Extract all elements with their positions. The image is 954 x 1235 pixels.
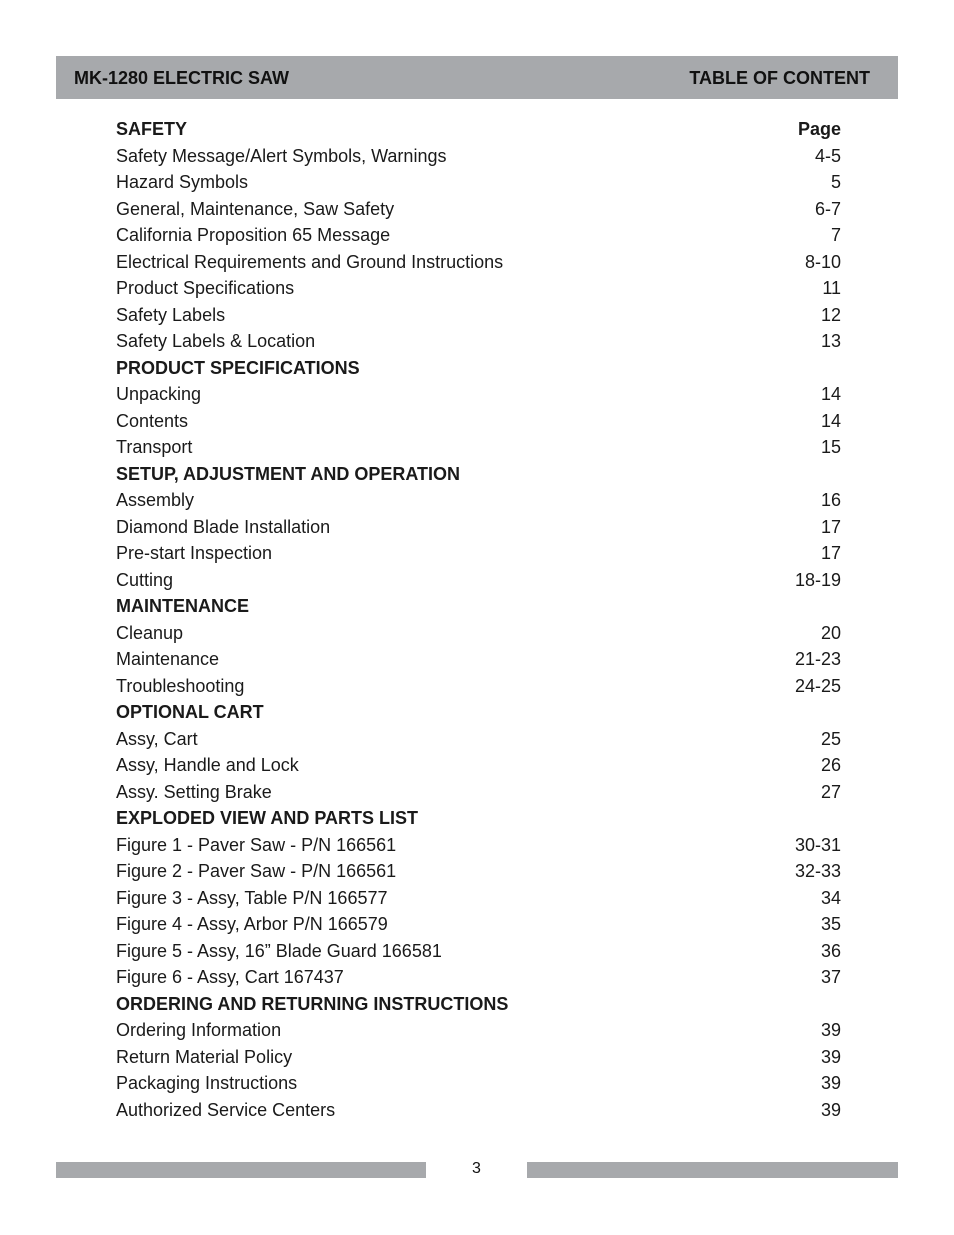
entry-title: Cleanup — [116, 622, 184, 643]
footer-bar-right — [527, 1162, 898, 1178]
toc-section-heading — [116, 461, 841, 488]
entry-page: 17 — [820, 516, 841, 537]
entry-page: 13 — [820, 331, 841, 351]
toc-entry — [116, 487, 841, 514]
toc-entry — [116, 249, 841, 276]
toc-entry — [116, 1097, 841, 1124]
section-title: TABLE OF CONTENT — [689, 68, 870, 88]
entry-title: Safety Message/Alert Symbols, Warnings — [116, 145, 447, 166]
entry-title: Electrical Requirements and Ground Instructions — [116, 251, 504, 272]
table-of-contents — [116, 116, 841, 1123]
entry-page: 27 — [820, 781, 841, 802]
toc-entry — [116, 1070, 841, 1097]
toc-entry — [116, 302, 841, 329]
entry-title: Assy, Handle and Lock — [116, 755, 299, 775]
entry-page: 39 — [820, 1099, 841, 1120]
entry-title: Troubleshooting — [116, 675, 245, 696]
entry-title: Contents — [116, 410, 189, 431]
toc-entry — [116, 434, 841, 461]
entry-title: Pre-start Inspection — [116, 543, 273, 563]
entry-page: 8-10 — [804, 251, 841, 272]
toc-entry — [116, 911, 841, 938]
toc-entry — [116, 726, 841, 753]
entry-page: 37 — [820, 967, 841, 987]
toc-entry — [116, 620, 841, 647]
entry-title: Assy. Setting Brake — [116, 781, 272, 802]
toc-entry — [116, 673, 841, 700]
toc-entry — [116, 779, 841, 806]
entry-title: Figure 4 - Assy, Arbor P/N 166579 — [116, 914, 388, 934]
entry-page: 39 — [820, 1073, 841, 1093]
toc-section-heading — [116, 593, 841, 620]
toc-entry — [116, 646, 841, 673]
entry-page: 5 — [830, 172, 841, 192]
toc-entry — [116, 1044, 841, 1071]
section-heading-title: EXPLODED VIEW AND PARTS LIST — [116, 808, 419, 828]
entry-title: Figure 1 - Paver Saw - P/N 166561 — [116, 834, 397, 855]
toc-entry — [116, 567, 841, 594]
toc-entry — [116, 1017, 841, 1044]
entry-title: Figure 3 - Assy, Table P/N 166577 — [116, 887, 388, 908]
toc-entry — [116, 752, 841, 779]
toc-section-heading — [116, 116, 841, 143]
entry-title: Unpacking — [116, 384, 202, 404]
toc-entry — [116, 514, 841, 541]
entry-title: Safety Labels & Location — [116, 331, 316, 351]
toc-entry — [116, 169, 841, 196]
entry-title: Authorized Service Centers — [116, 1099, 336, 1120]
entry-page: 4-5 — [814, 145, 841, 166]
section-heading-title: PRODUCT SPECIFICATIONS — [116, 357, 360, 378]
toc-entry — [116, 143, 841, 170]
entry-title: Hazard Symbols — [116, 172, 249, 192]
entry-page: 39 — [820, 1046, 841, 1067]
toc-entry — [116, 938, 841, 965]
entry-title: Figure 2 - Paver Saw - P/N 166561 — [116, 861, 397, 881]
toc-entry — [116, 275, 841, 302]
entry-page: 39 — [820, 1020, 841, 1040]
document-title: MK-1280 ELECTRIC SAW — [74, 68, 290, 88]
entry-title: Figure 6 - Assy, Cart 167437 — [116, 967, 344, 987]
entry-title: Cutting — [116, 569, 174, 590]
entry-page: 34 — [820, 887, 841, 908]
toc-entry — [116, 540, 841, 567]
entry-page: 17 — [820, 543, 841, 563]
entry-title: Product Specifications — [116, 278, 295, 298]
entry-page: 20 — [820, 622, 841, 643]
toc-entry — [116, 408, 841, 435]
toc-entry — [116, 832, 841, 859]
page-number: 3 — [472, 1160, 481, 1177]
page-column-label: Page — [797, 119, 841, 139]
entry-title: Safety Labels — [116, 304, 226, 325]
toc-entry — [116, 381, 841, 408]
header-bar — [56, 56, 898, 99]
entry-page: 36 — [820, 940, 841, 961]
entry-page: 24-25 — [794, 675, 841, 696]
entry-title: Assembly — [116, 490, 195, 510]
entry-title: Return Material Policy — [116, 1046, 293, 1067]
toc-entry — [116, 222, 841, 249]
section-heading-title: OPTIONAL CART — [116, 702, 264, 722]
entry-title: Packaging Instructions — [116, 1073, 298, 1093]
footer-bar-left — [56, 1162, 426, 1178]
entry-title: California Proposition 65 Message — [116, 225, 391, 245]
entry-page: 32-33 — [794, 861, 841, 881]
toc-section-heading — [116, 699, 841, 726]
entry-page: 18-19 — [794, 569, 841, 590]
entry-page: 26 — [820, 755, 841, 775]
section-heading-title: MAINTENANCE — [116, 596, 249, 616]
entry-title: Transport — [116, 437, 193, 457]
entry-page: 16 — [820, 490, 841, 510]
section-heading-title: SAFETY — [116, 119, 188, 139]
entry-page: 11 — [822, 278, 841, 298]
entry-title: Ordering Information — [116, 1020, 282, 1040]
section-heading-title: SETUP, ADJUSTMENT AND OPERATION — [116, 463, 461, 484]
toc-entry — [116, 964, 841, 991]
entry-page: 7 — [830, 225, 841, 245]
entry-page: 30-31 — [794, 834, 841, 855]
entry-title: Figure 5 - Assy, 16” Blade Guard 166581 — [116, 940, 442, 961]
entry-page: 35 — [820, 914, 841, 934]
entry-page: 6-7 — [814, 198, 841, 219]
entry-title: Assy, Cart — [116, 728, 198, 749]
entry-title: General, Maintenance, Saw Safety — [116, 198, 395, 219]
toc-section-heading — [116, 355, 841, 382]
toc-entry — [116, 196, 841, 223]
entry-page: 25 — [820, 728, 841, 749]
entry-title: Maintenance — [116, 649, 220, 669]
entry-page: 12 — [820, 304, 841, 325]
toc-entry — [116, 328, 841, 355]
entry-title: Diamond Blade Installation — [116, 516, 331, 537]
toc-entry — [116, 858, 841, 885]
toc-entry — [116, 885, 841, 912]
entry-page: 14 — [820, 410, 841, 431]
toc-section-heading — [116, 805, 841, 832]
toc-section-heading — [116, 991, 841, 1018]
entry-page: 15 — [820, 437, 841, 457]
entry-page: 21-23 — [794, 649, 841, 669]
section-heading-title: ORDERING AND RETURNING INSTRUCTIONS — [116, 993, 509, 1014]
entry-page: 14 — [820, 384, 841, 404]
